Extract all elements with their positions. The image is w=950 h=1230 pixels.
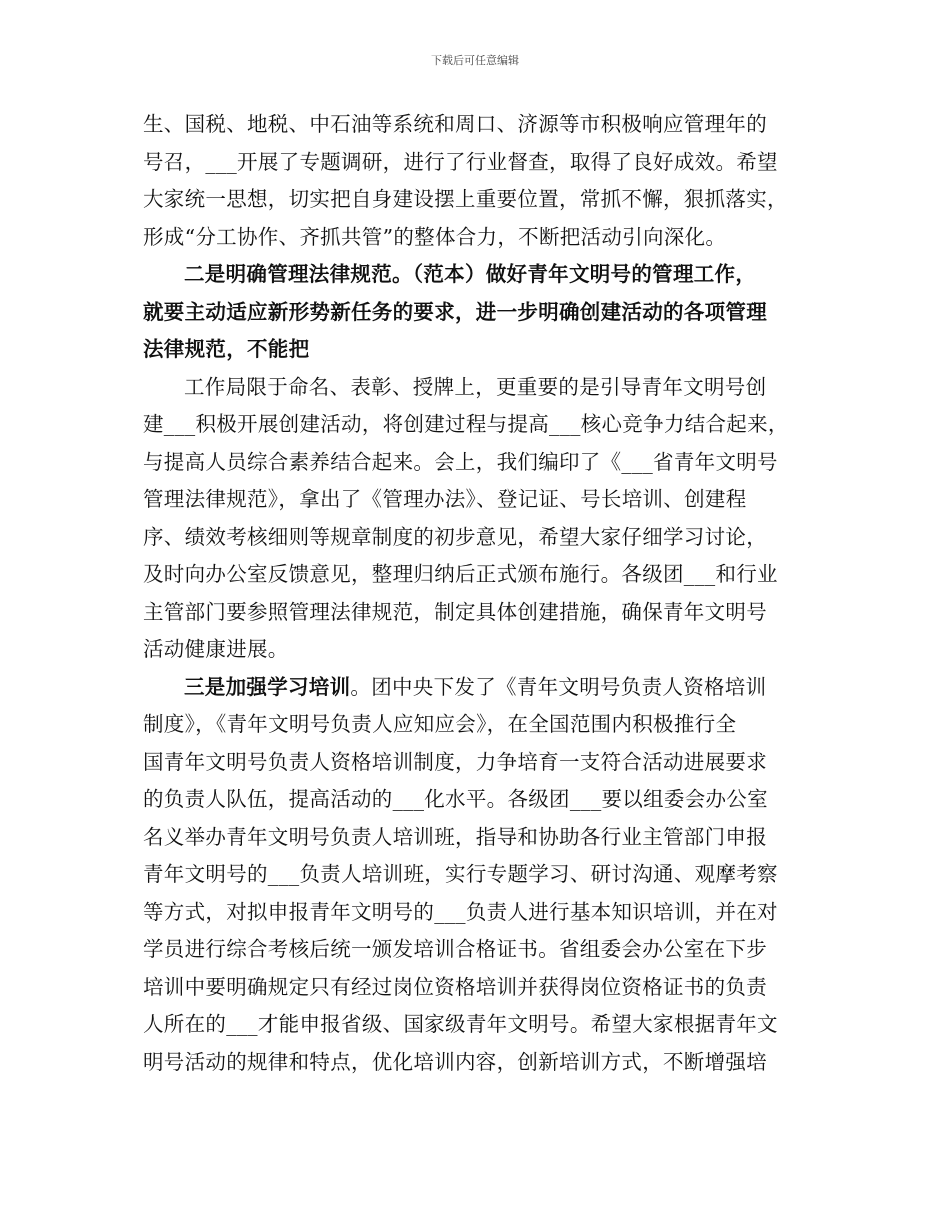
- text-line: 明号活动的规律和特点，优化培训内容，创新培训方式，不断增强培: [143, 1049, 767, 1074]
- text-line: 就要主动适应新形势新任务的要求，进一步明确创建活动的各项管理: [143, 299, 767, 324]
- text-line: 及时向办公室反馈意见，整理归纳后正式颁布施行。各级团___和行业: [143, 562, 778, 586]
- text-line: 二是明确管理法律规范。（范本）做好青年文明号的管理工作，: [184, 262, 757, 286]
- text-line: 培训中要明确规定只有经过岗位资格培训并获得岗位资格证书的负责: [143, 974, 767, 999]
- text-line: 大家统一思想，切实把自身建设摆上重要位置，常抓不懈，狠抓落实，: [143, 187, 788, 211]
- text-line: 工作局限于命名、表彰、授牌上，更重要的是引导青年文明号创: [184, 374, 767, 399]
- text-line: 活动健康进展。: [143, 637, 289, 661]
- text-line: 法律规范，不能把: [143, 337, 310, 361]
- text-line: 与提高人员综合素养结合起来。会上，我们编印了《___省青年文明号: [143, 449, 778, 474]
- text-line: 生、国税、地税、中石油等系统和周口、济源等市积极响应管理年的: [143, 112, 767, 136]
- line-rest-text: 。团中央下发了《青年文明号负责人资格培训: [350, 674, 767, 699]
- document-body: [143, 106, 823, 1081]
- text-line: 的负责人队伍，提高活动的___化水平。各级团___要以组委会办公室: [143, 787, 768, 811]
- bold-lead-text: 三是加强学习培训: [184, 674, 351, 699]
- text-line: 形成“分工协作、齐抓共管”的整体合力，不断把活动引向深化。: [143, 224, 727, 249]
- text-line: 人所在的___才能申报省级、国家级青年文明号。希望大家根据青年文: [143, 1012, 778, 1036]
- text-line: [143, 669, 823, 707]
- text-line: 青年文明号的___负责人培训班，实行专题学习、研讨沟通、观摩考察: [143, 862, 778, 886]
- text-line: 制度》，《青年文明号负责人应知应会》，在全国范围内积极推行全: [143, 712, 737, 736]
- text-line: 学员进行综合考核后统一颁发培训合格证书。省组委会办公室在下步: [143, 937, 767, 961]
- text-line: 管理法律规范》，拿出了《管理办法》、登记证、号长培训、创建程: [143, 487, 747, 511]
- text-line: 等方式，对拟申报青年文明号的___负责人进行基本知识培训，并在对: [143, 899, 778, 924]
- text-line: 建___积极开展创建活动，将创建过程与提高___核心竞争力结合起来，: [143, 412, 789, 436]
- page-header: 下载后可任意编辑: [431, 54, 519, 67]
- text-line: 国青年文明号负责人资格培训制度，力争培育一支符合活动进展要求: [143, 749, 767, 774]
- text-line: 序、绩效考核细则等规章制度的初步意见，希望大家仔细学习讨论，: [143, 524, 767, 549]
- text-line: 主管部门要参照管理法律规范，制定具体创建措施，确保青年文明号: [143, 599, 767, 624]
- text-line: 号召，___开展了专题调研，进行了行业督查，取得了良好成效。希望: [143, 149, 778, 174]
- text-line: 名义举办青年文明号负责人培训班，指导和协助各行业主管部门申报: [143, 824, 767, 849]
